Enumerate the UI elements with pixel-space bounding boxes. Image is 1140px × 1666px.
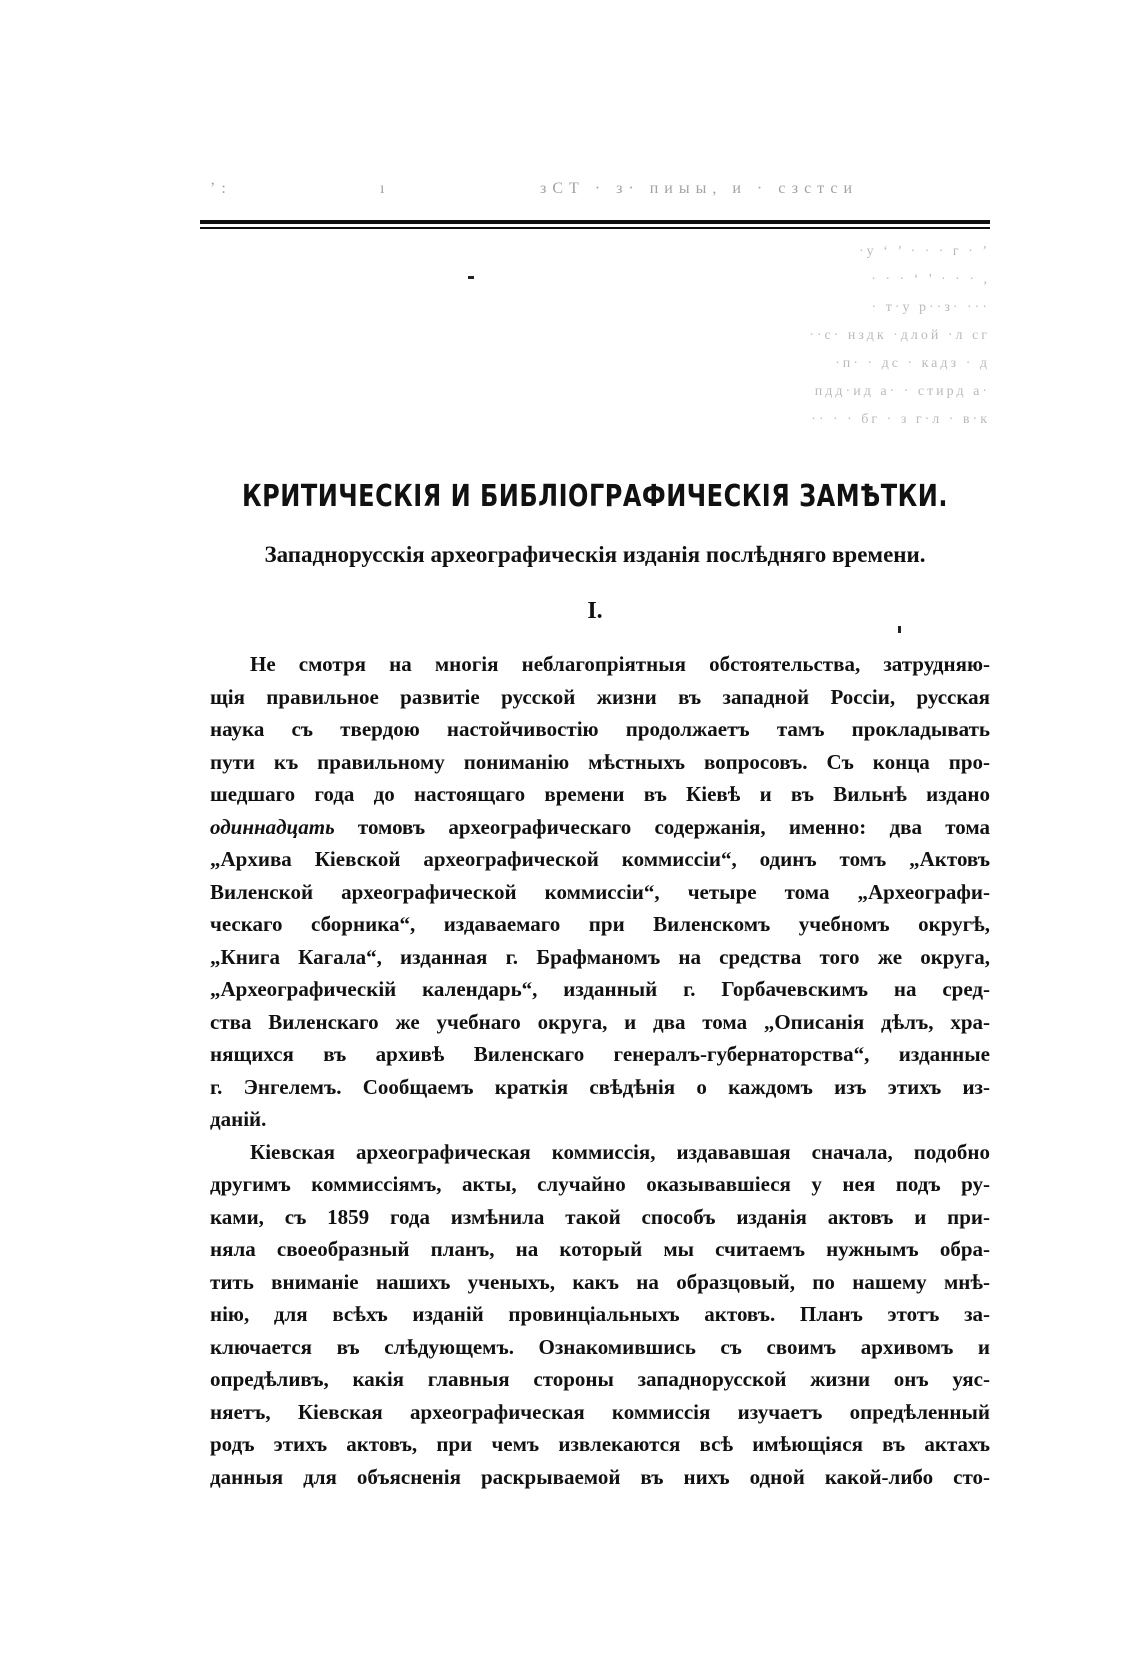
bleed-through-text: [690, 238, 990, 434]
bleed-line: ··с· нздк ·длой ·л сг: [809, 328, 990, 343]
header-rule-thick: [200, 220, 990, 224]
header-double-rule: [200, 220, 990, 229]
paragraph-1: [210, 648, 990, 1136]
text-line: „Архива Кіевской археографической коммиссіи“, одинъ томъ „Актовъ: [210, 847, 990, 871]
article-subtitle: Западнорусскія археографическія изданія послѣдняго времени.: [264, 542, 926, 567]
italic-word: одиннадцать: [210, 814, 335, 839]
bleed-line: ·п· · дс · кадз · д: [835, 356, 990, 371]
text-line: „Археографическій календарь“, изданный г. Горбачевскимъ на сред-: [210, 977, 990, 1001]
text-line: „Книга Кагала“, изданная г. Брафманомъ на средства того же округа,: [210, 944, 990, 969]
running-head-mid: ı: [380, 180, 391, 197]
text-line: родъ этихъ актовъ, при чемъ извлекаются всѣ имѣющіяся въ актахъ: [210, 1432, 990, 1456]
section-title: КРИТИЧЕСКІЯ И БИБЛІОГРАФИЧЕСКІЯ ЗАМѢТКИ.: [242, 478, 948, 514]
text-line: даній.: [210, 1107, 267, 1131]
text-line: наука съ твердою настойчивостію продолжаетъ тамъ прокладывать: [210, 717, 990, 741]
bleed-line: · т·у р··з· ···: [871, 300, 990, 315]
text-line: тить вниманіе нашихъ ученыхъ, какъ на образцовый, по нашему мнѣ-: [210, 1269, 990, 1294]
text-line: нію, для всѣхъ изданій провинціальныхъ актовъ. Планъ этотъ за-: [210, 1302, 990, 1326]
text-line: Кіевская археографическая коммиссія, издававшая сначала, подобно: [250, 1139, 990, 1164]
text-line: ключается въ слѣдующемъ. Ознакомившись съ своимъ архивомъ и: [210, 1334, 990, 1359]
bleed-line: ·у ‘ ’ · · · г · ʼ: [859, 244, 990, 259]
text-line: шедшаго года до настоящаго времени въ Кіевѣ и въ Вильнѣ издано: [210, 782, 990, 806]
text-line: ческаго сборника“, издаваемаго при Виленскомъ учебномъ округѣ,: [210, 912, 990, 936]
running-head-bleed: зСТ · з· пиыы, и · сзстси: [540, 180, 859, 197]
text-line: пути къ правильному пониманію мѣстныхъ вопросовъ. Съ конца про-: [210, 749, 990, 774]
bleed-line: ·· · · бг · з г·л · в·к: [811, 412, 990, 427]
bleed-line: · · · ‘ ’ · · · ,: [871, 272, 990, 287]
text-line: данныя для объясненія раскрываемой въ нихъ одной какой-либо сто-: [210, 1464, 990, 1489]
text-line: ками, съ 1859 года измѣнила такой способъ изданія актовъ и при-: [210, 1204, 990, 1229]
text-line: щія правильное развитіе русской жизни въ западной Россіи, русская: [210, 684, 990, 709]
running-head: [210, 180, 990, 204]
text-line: няетъ, Кіевская археографическая коммиссія изучаетъ опредѣленный: [210, 1399, 990, 1424]
text-line: Виленской археографической коммиссіи“, четыре тома „Археографи-: [210, 879, 990, 904]
ink-dot: [468, 276, 474, 279]
part-numeral: I.: [587, 598, 603, 624]
text-fragment: томовъ археографическаго содержанія, именно: два тома: [334, 814, 990, 839]
running-head-left: ’:: [210, 180, 232, 197]
text-line: ства Виленскаго же учебнаго округа, и два тома „Описанія дѣлъ, хра-: [210, 1009, 990, 1034]
text-line: нящихся въ архивѣ Виленскаго генералъ-губернаторства“, изданные: [210, 1042, 990, 1066]
text-line: другимъ коммиссіямъ, акты, случайно оказывавшіеся у нея подъ ру-: [210, 1172, 990, 1196]
text-line: опредѣливъ, какія главныя стороны западнорусской жизни онъ уяс-: [210, 1367, 990, 1391]
bleed-line: пдд·ид а· · стирд а·: [814, 384, 990, 399]
paragraph-2: [210, 1136, 990, 1494]
text-line: г. Энгелемъ. Сообщаемъ краткія свѣдѣнія о каждомъ изъ этихъ из-: [210, 1074, 990, 1099]
text-line: няла своеобразный планъ, на который мы считаемъ нужнымъ обра-: [210, 1237, 990, 1261]
text-line: Не смотря на многія неблагопріятныя обстоятельства, затрудняю-: [250, 652, 990, 676]
ink-speck: [898, 626, 901, 633]
article-body: [210, 648, 990, 1493]
header-rule-thin: [200, 227, 990, 229]
text-line-with-italic: [210, 811, 990, 844]
